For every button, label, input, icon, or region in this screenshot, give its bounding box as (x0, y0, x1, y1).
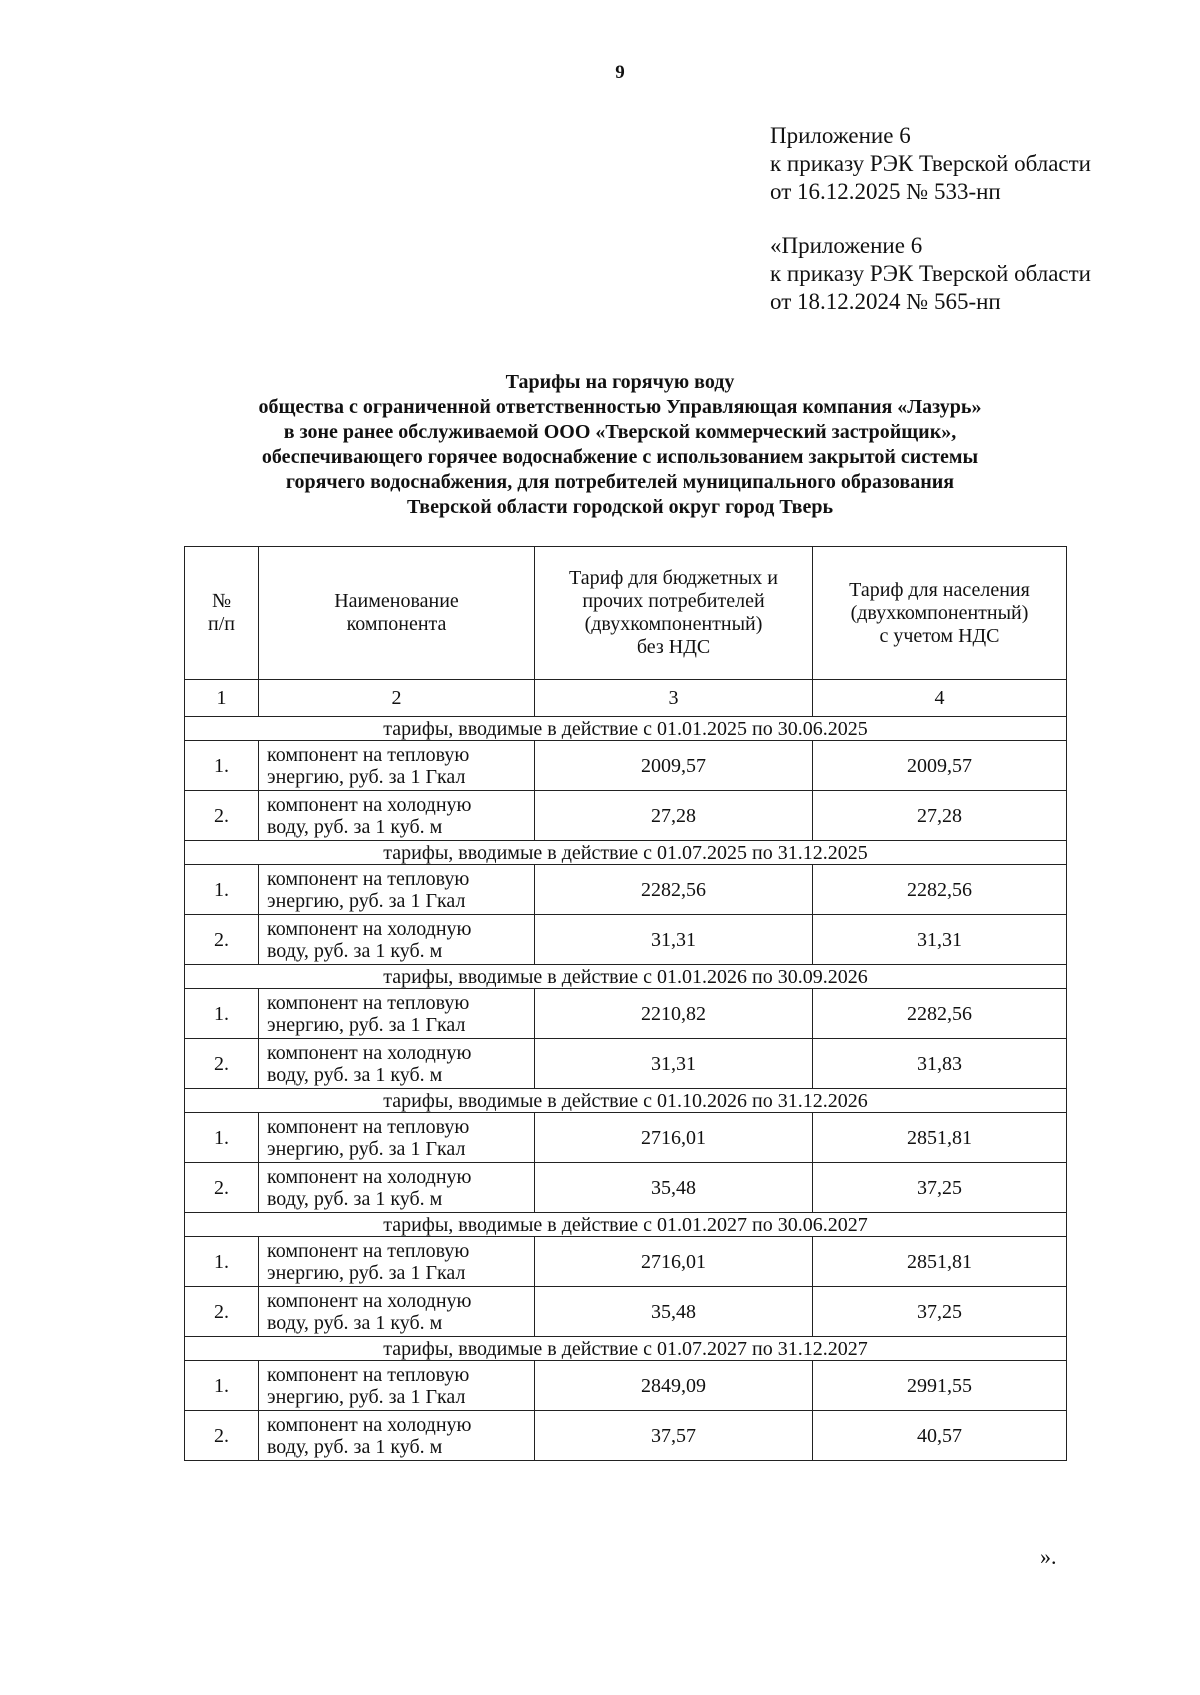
row-number: 2. (185, 1039, 259, 1089)
approval-previous-line: от 18.12.2024 № 565-нп (770, 289, 1001, 314)
period-label: тарифы, вводимые в действие с 01.07.2027 по 31.12.2027 (185, 1337, 1067, 1361)
component-name-line: компонент на холодную (267, 1289, 472, 1312)
component-name (259, 1163, 535, 1213)
approval-previous (770, 232, 1091, 316)
component-name-line: воду, руб. за 1 куб. м (267, 1063, 443, 1086)
component-name (259, 791, 535, 841)
population-tariff-value: 27,28 (813, 791, 1067, 841)
population-tariff-value: 2991,55 (813, 1361, 1067, 1411)
header-text: с учетом НДС (879, 624, 1000, 647)
component-name (259, 915, 535, 965)
component-name (259, 1287, 535, 1337)
component-name-line: компонент на тепловую (267, 991, 470, 1014)
header-budget-tariff (535, 547, 813, 680)
closing-quote-mark: ». (1040, 1544, 1057, 1569)
component-name-line: воду, руб. за 1 куб. м (267, 1311, 443, 1334)
table-row (185, 1039, 1067, 1089)
population-tariff-value: 37,25 (813, 1163, 1067, 1213)
table-row (185, 791, 1067, 841)
population-tariff-value: 31,83 (813, 1039, 1067, 1089)
period-row (185, 1089, 1067, 1113)
budget-tariff-value: 31,31 (535, 1039, 813, 1089)
page-number: 9 (615, 62, 625, 83)
row-number: 2. (185, 791, 259, 841)
period-label: тарифы, вводимые в действие с 01.01.2027 по 30.06.2027 (185, 1213, 1067, 1237)
header-text: прочих потребителей (582, 590, 765, 612)
component-name (259, 1361, 535, 1411)
component-name (259, 1411, 535, 1461)
header-text: компонента (346, 613, 447, 635)
component-name-line: энергию, руб. за 1 Гкал (267, 1137, 466, 1160)
header-text: № (211, 590, 232, 612)
population-tariff-value: 2282,56 (813, 865, 1067, 915)
component-name-line: воду, руб. за 1 куб. м (267, 1435, 443, 1458)
component-name-line: энергию, руб. за 1 Гкал (267, 889, 466, 912)
header-component-name (259, 547, 535, 680)
component-name-line: компонент на холодную (267, 1165, 472, 1188)
approval-previous-line: «Приложение 6 (770, 233, 923, 258)
budget-tariff-value: 27,28 (535, 791, 813, 841)
row-number: 2. (185, 1287, 259, 1337)
row-number: 1. (185, 1237, 259, 1287)
column-number: 2 (259, 680, 535, 717)
table-row (185, 865, 1067, 915)
table-row (185, 1237, 1067, 1287)
table-row (185, 1361, 1067, 1411)
title-line: Тверской области городской округ город Тверь (406, 496, 834, 518)
row-number: 1. (185, 741, 259, 791)
table-row (185, 989, 1067, 1039)
header-number (185, 547, 259, 680)
period-label: тарифы, вводимые в действие с 01.10.2026 по 31.12.2026 (185, 1089, 1067, 1113)
population-tariff-value: 2009,57 (813, 741, 1067, 791)
component-name-line: воду, руб. за 1 куб. м (267, 939, 443, 962)
component-name-line: компонент на холодную (267, 917, 472, 940)
tariff-table (184, 546, 1067, 1461)
population-tariff-value: 31,31 (813, 915, 1067, 965)
budget-tariff-value: 2282,56 (535, 865, 813, 915)
row-number: 1. (185, 865, 259, 915)
period-label: тарифы, вводимые в действие с 01.07.2025 по 31.12.2025 (185, 841, 1067, 865)
component-name-line: компонент на холодную (267, 1041, 472, 1064)
document-title (140, 370, 1100, 520)
row-number: 1. (185, 1113, 259, 1163)
component-name-line: компонент на тепловую (267, 867, 470, 890)
component-name-line: компонент на тепловую (267, 1363, 470, 1386)
header-row (185, 547, 1067, 680)
component-name-line: компонент на тепловую (267, 1115, 470, 1138)
row-number: 1. (185, 1361, 259, 1411)
header-text: без НДС (636, 636, 711, 658)
component-name-line: компонент на тепловую (267, 1239, 470, 1262)
budget-tariff-value: 37,57 (535, 1411, 813, 1461)
approval-current-line: Приложение 6 (770, 123, 911, 148)
component-name (259, 1237, 535, 1287)
budget-tariff-value: 2716,01 (535, 1113, 813, 1163)
component-name (259, 1113, 535, 1163)
header-population-tariff (813, 547, 1067, 680)
budget-tariff-value: 2009,57 (535, 741, 813, 791)
component-name-line: энергию, руб. за 1 Гкал (267, 1261, 466, 1284)
population-tariff-value: 2282,56 (813, 989, 1067, 1039)
population-tariff-value: 2851,81 (813, 1113, 1067, 1163)
component-name-line: энергию, руб. за 1 Гкал (267, 1013, 466, 1036)
approval-current (770, 122, 1091, 206)
header-text: Наименование (334, 590, 459, 612)
budget-tariff-value: 35,48 (535, 1163, 813, 1213)
approval-current-line: от 16.12.2025 № 533-нп (770, 179, 1001, 204)
component-name-line: воду, руб. за 1 куб. м (267, 815, 443, 838)
component-name-line: компонент на холодную (267, 793, 472, 816)
title-line: горячего водоснабжения, для потребителей муниципального образования (285, 471, 955, 493)
header-text: Тариф для населения (849, 578, 1030, 601)
table-row (185, 741, 1067, 791)
budget-tariff-value: 31,31 (535, 915, 813, 965)
population-tariff-value: 2851,81 (813, 1237, 1067, 1287)
approval-current-line: к приказу РЭК Тверской области (770, 151, 1091, 176)
component-name-line: энергию, руб. за 1 Гкал (267, 765, 466, 788)
column-number: 3 (535, 680, 813, 717)
budget-tariff-value: 35,48 (535, 1287, 813, 1337)
period-row (185, 965, 1067, 989)
header-text: Тариф для бюджетных и (569, 567, 778, 589)
title-line: в зоне ранее обслуживаемой ООО «Тверской коммерческий застройщик», (283, 421, 957, 443)
table-row (185, 1287, 1067, 1337)
component-name (259, 989, 535, 1039)
row-number: 1. (185, 989, 259, 1039)
row-number: 2. (185, 1411, 259, 1461)
table-row (185, 1163, 1067, 1213)
component-name-line: воду, руб. за 1 куб. м (267, 1187, 443, 1210)
header-text: п/п (208, 613, 235, 635)
component-name-line: компонент на холодную (267, 1413, 472, 1436)
component-name-line: энергию, руб. за 1 Гкал (267, 1385, 466, 1408)
header-text: (двухкомпонентный) (584, 613, 763, 635)
column-number: 1 (185, 680, 259, 717)
row-number: 2. (185, 1163, 259, 1213)
table-row (185, 915, 1067, 965)
period-row (185, 1213, 1067, 1237)
budget-tariff-value: 2210,82 (535, 989, 813, 1039)
component-name (259, 865, 535, 915)
period-row (185, 1337, 1067, 1361)
budget-tariff-value: 2849,09 (535, 1361, 813, 1411)
table-row (185, 1113, 1067, 1163)
table-row (185, 1411, 1067, 1461)
column-number: 4 (813, 680, 1067, 717)
title-line: общества с ограниченной ответственностью Управляющая компания «Лазурь» (258, 396, 982, 418)
column-number-row (185, 680, 1067, 717)
budget-tariff-value: 2716,01 (535, 1237, 813, 1287)
row-number: 2. (185, 915, 259, 965)
period-label: тарифы, вводимые в действие с 01.01.2025 по 30.06.2025 (185, 717, 1067, 741)
period-row (185, 841, 1067, 865)
population-tariff-value: 37,25 (813, 1287, 1067, 1337)
period-row (185, 717, 1067, 741)
period-label: тарифы, вводимые в действие с 01.01.2026 по 30.09.2026 (185, 965, 1067, 989)
title-line: обеспечивающего горячее водоснабжение с использованием закрытой системы (261, 446, 979, 468)
header-text: (двухкомпонентный) (850, 601, 1029, 624)
component-name (259, 741, 535, 791)
title-line: Тарифы на горячую воду (505, 371, 735, 393)
component-name-line: компонент на тепловую (267, 743, 470, 766)
component-name (259, 1039, 535, 1089)
population-tariff-value: 40,57 (813, 1411, 1067, 1461)
approval-previous-line: к приказу РЭК Тверской области (770, 261, 1091, 286)
